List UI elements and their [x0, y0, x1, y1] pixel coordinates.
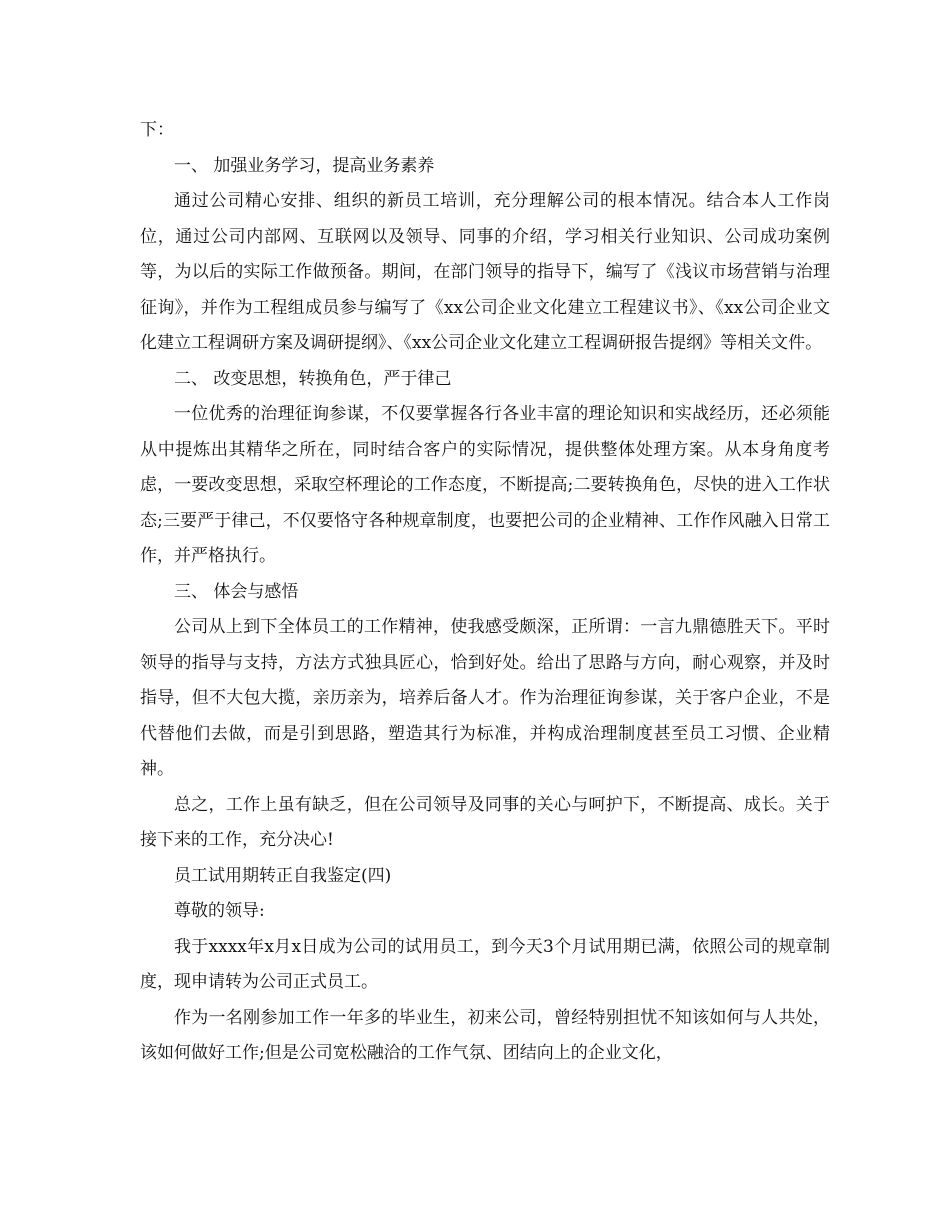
- paragraph-continuation: 下：: [140, 120, 174, 140]
- salutation: 尊敬的领导:: [174, 901, 265, 921]
- document-title: 员工试用期转正自我鉴定(四): [174, 865, 392, 886]
- document-body: [140, 113, 830, 1072]
- paragraph: 公司从上到下全体员工的工作精神，使我感受颇深，正所谓：一言九鼎德胜天下。平时领导的指导与支持，方法方式独具匠心，恰到好处。给出了思路与方向，耐心观察，并及时指导，但不大包大揽，亲历亲为，培养后备人才。作为治理征询参谋，关于客户企业，不是代替他们去做，而是引到思路，塑造其行为标准，并构成治理制度甚至员工习惯、企业精神。: [140, 617, 830, 779]
- paragraph: 作为一名刚参加工作一年多的毕业生，初来公司，曾经特别担忧不知该如何与人共处，该如何做好工作;但是公司宽松融洽的工作气氛、团结向上的企业文化，: [140, 1007, 830, 1063]
- section-heading-1: 一、 加强业务学习，提高业务素养: [174, 155, 435, 176]
- paragraph: 一位优秀的治理征询参谋，不仅要掌握各行各业丰富的理论知识和实战经历，还必须能从中提炼出其精华之所在，同时结合客户的实际情况，提供整体处理方案。从本身角度考虑，一要改变思想，采取空杯理论的工作态度，不断提高;二要转换角色，尽快的进入工作状态;三要严于律己，不仅要恪守各种规章制度，也要把公司的企业精神、工作作风融入日常工作，并严格执行。: [140, 404, 830, 566]
- paragraph: 通过公司精心安排、组织的新员工培训，充分理解公司的根本情况。结合本人工作岗位，通过公司内部网、互联网以及领导、同事的介绍，学习相关行业知识、公司成功案例等，为以后的实际工作做预备。期间，在部门领导的指导下，编写了《浅议市场营销与治理征询》，并作为工程组成员参与编写了《xx公司企业文化建立工程建议书》、《xx公司企业文化建立工程调研方案及调研提纲》、《xx公司企业文化建立工程调研报告提纲》等相关文件。: [140, 191, 830, 353]
- section-heading-2: 二、 改变思想，转换角色，严于律己: [174, 368, 452, 389]
- section-heading-3: 三、 体会与感悟: [174, 581, 299, 602]
- paragraph: 总之，工作上虽有缺乏，但在公司领导及同事的关心与呵护下，不断提高、成长。关于接下来的工作，充分决心!: [140, 794, 830, 850]
- paragraph: 我于xxxx年x月x日成为公司的试用员工，到今天3个月试用期已满，依照公司的规章制度，现申请转为公司正式员工。: [140, 936, 830, 992]
